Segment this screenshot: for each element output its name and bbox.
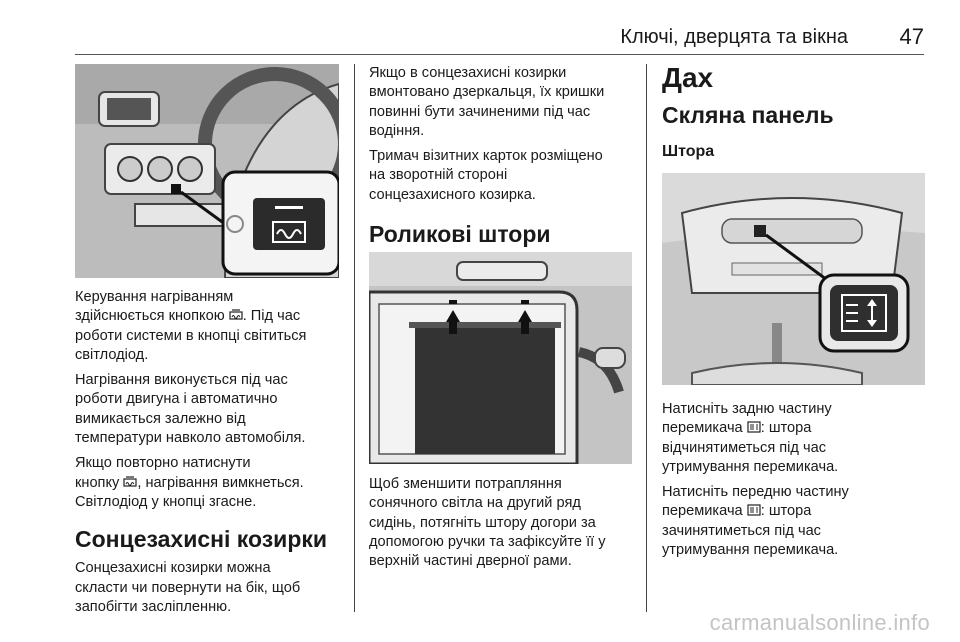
column-3-text <box>662 400 932 566</box>
rear-window-defrost-illustration <box>75 64 339 278</box>
text-line: Світлодіод у кнопці згасне. <box>75 493 257 510</box>
text-line: сонячного світла на другий ряд <box>369 495 581 512</box>
paragraph-defrost-control <box>75 288 345 365</box>
text-line: , нагрівання вимкнеться. <box>137 474 304 491</box>
text-line: кнопку <box>75 474 124 491</box>
text-line: Щоб зменшити потрапляння <box>369 476 562 492</box>
text-line: перемикача <box>662 420 747 437</box>
text-line: роботи двигуна і автоматично <box>75 391 278 408</box>
text-line: відчинятиметься під час <box>662 439 827 456</box>
text-line: . Під час <box>242 308 301 325</box>
text-line: верхній частині дверної рами. <box>369 553 572 570</box>
page-number: 47 <box>899 24 924 49</box>
text-line: зачинятиметься під час <box>662 522 821 539</box>
paragraph-shade-open <box>662 400 932 477</box>
paragraph-shade-close <box>662 483 932 560</box>
text-line: температури навколо автомобіля. <box>75 430 306 447</box>
page-header-title: Ключі, дверцята та вікна <box>620 26 848 48</box>
heading-sun-visors: Сонцезахисні козирки <box>75 526 328 553</box>
column-1-text <box>75 288 345 623</box>
text-line: роботи системи в кнопці світиться <box>75 327 307 344</box>
text-line: Сонцезахисні козирки можна <box>75 560 271 577</box>
text-line: скласти чи повернути на бік, щоб <box>75 579 301 596</box>
column-divider-2 <box>646 64 647 612</box>
heading-roof: Дах <box>662 62 714 93</box>
column-2-text-bottom <box>369 475 644 577</box>
text-line: запобігти засліпленню. <box>75 598 232 615</box>
text-line: : штора <box>760 503 812 520</box>
text-line: Тримач візитних карток розміщено <box>369 148 603 165</box>
text-line: водіння. <box>369 122 425 139</box>
column-3-headings <box>662 62 932 161</box>
roof-shade-switch-illustration <box>662 173 925 385</box>
text-line: : штора <box>760 420 812 437</box>
text-line: здійснюється кнопкою <box>75 308 229 325</box>
text-line: сидінь, потягніть штору догори за <box>369 514 596 531</box>
text-line: утримування перемикача. <box>662 458 839 475</box>
sunshade-switch-icon <box>747 421 761 433</box>
text-line: Натисніть задню частину <box>662 401 832 417</box>
text-line: вмонтовано дзеркальця, їх кришки <box>369 84 605 101</box>
heading-glass-panel: Скляна панель <box>662 102 834 128</box>
text-line: допомогою ручки та зафіксуйте її у <box>369 533 606 550</box>
text-line: Керування нагріванням <box>75 289 234 305</box>
paragraph-vanity-mirrors <box>369 64 639 141</box>
header-rule <box>75 54 924 55</box>
text-line: Нагрівання виконується під час <box>75 372 288 389</box>
text-line: Якщо повторно натиснути <box>75 455 251 472</box>
paragraph-defrost-off <box>75 454 345 512</box>
column-2-text-top <box>369 64 639 248</box>
sunshade-switch-icon <box>747 504 761 516</box>
heading-shade: Штора <box>662 143 715 160</box>
rear-defrost-icon <box>123 476 137 488</box>
paragraph-roller-blind-use <box>369 475 644 571</box>
heading-roller-blinds: Роликові штори <box>369 221 551 248</box>
text-line: повинні бути зачиненими під час <box>369 103 591 120</box>
paragraph-card-holder <box>369 147 639 205</box>
paragraph-sun-visors <box>75 559 345 617</box>
text-line: утримування перемикача. <box>662 542 839 559</box>
text-line: Натисніть передню частину <box>662 484 849 501</box>
text-line: світлодіод. <box>75 346 149 363</box>
text-line: Якщо в сонцезахисні козирки <box>369 65 567 81</box>
watermark: carmanualsonline.info <box>709 610 930 635</box>
page-header <box>0 0 960 56</box>
text-line: вимикається залежно від <box>75 410 246 427</box>
column-divider-1 <box>354 64 355 612</box>
paragraph-defrost-operation <box>75 371 345 448</box>
rear-defrost-icon <box>229 309 243 321</box>
text-line: на зворотній стороні <box>369 167 508 184</box>
text-line: перемикача <box>662 503 747 520</box>
roller-blind-illustration <box>369 252 632 464</box>
text-line: сонцезахисного козирка. <box>369 186 536 203</box>
